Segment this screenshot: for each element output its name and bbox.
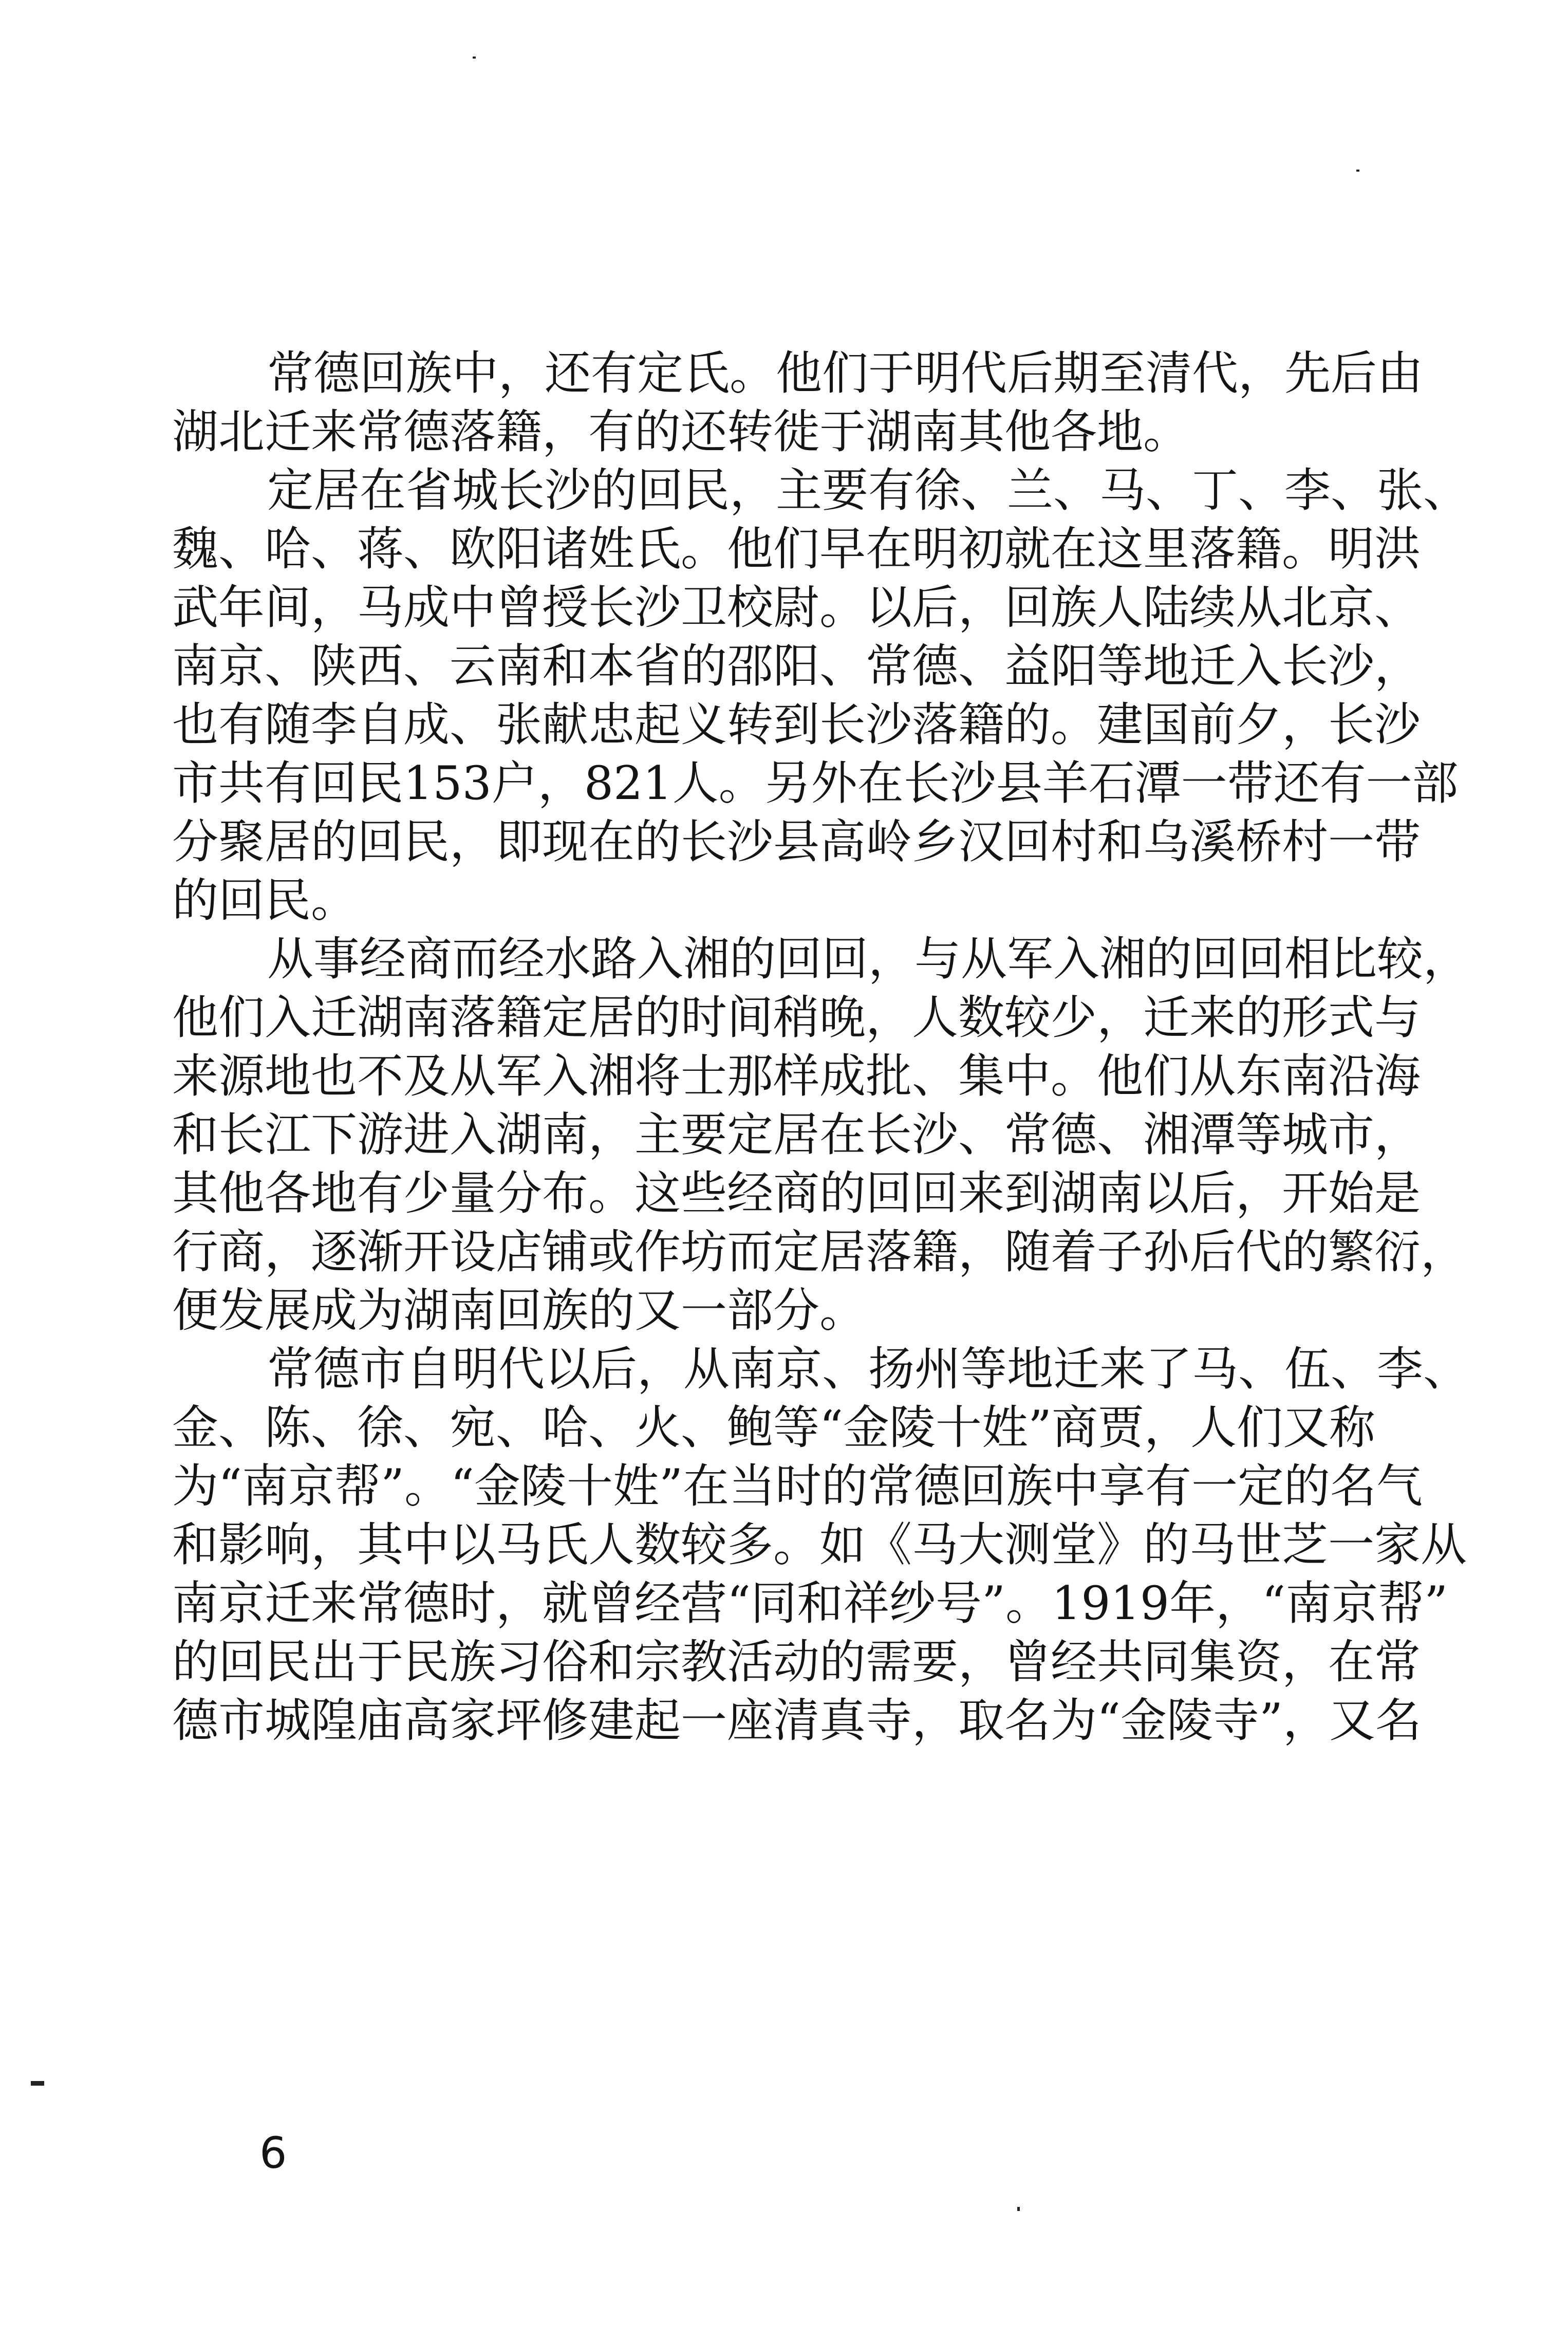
- scan-speck: [1017, 2207, 1020, 2211]
- text-line: 和长江下游进入湖南，主要定居在长沙、常德、湘潭等城市，: [172, 1108, 1421, 1162]
- text-line: 南京、陕西、云南和本省的邵阳、常德、益阳等地迁入长沙，: [172, 639, 1421, 693]
- text-line: 市共有回民153户，821人。另外在长沙县羊石潭一带还有一部: [172, 756, 1459, 810]
- text-line: 为“南京帮”。“金陵十姓”在当时的常德回族中享有一定的名气: [172, 1459, 1423, 1513]
- text-line: 也有随李自成、张献忠起义转到长沙落籍的。建国前夕，长沙: [172, 698, 1421, 752]
- text-line: 来源地也不及从军入湘将士那样成批、集中。他们从东南沿海: [172, 1049, 1421, 1103]
- scan-speck: [31, 2081, 44, 2086]
- text-line: 南京迁来常德时，就曾经营“同和祥纱号”。1919年，“南京帮”: [172, 1576, 1448, 1630]
- text-line: 常德市自明代以后，从南京、扬州等地迁来了马、伍、李、: [267, 1342, 1469, 1396]
- text-line: 金、陈、徐、宛、哈、火、鲍等“金陵十姓”商贾，人们又称: [172, 1401, 1376, 1455]
- text-line: 的回民出于民族习俗和宗教活动的需要，曾经共同集资，在常: [172, 1635, 1421, 1689]
- text-line: 武年间，马成中曾授长沙卫校尉。以后，回族人陆续从北京、: [172, 581, 1421, 635]
- text-line: 定居在省城长沙的回民，主要有徐、兰、马、丁、李、张、: [267, 463, 1469, 517]
- text-line: 魏、哈、蒋、欧阳诸姓氏。他们早在明初就在这里落籍。明洪: [172, 522, 1421, 576]
- text-line: 的回民。: [172, 874, 357, 927]
- page-number: 6: [259, 2128, 287, 2178]
- scan-speck: [1356, 170, 1359, 172]
- body-text: [172, 344, 1469, 1750]
- text-line: 从事经商而经水路入湘的回回，与从军入湘的回回相比较，: [267, 932, 1469, 986]
- text-line: 分聚居的回民，即现在的长沙县高岭乡汉回村和乌溪桥村一带: [172, 815, 1421, 869]
- text-line: 湖北迁来常德落籍，有的还转徙于湖南其他各地。: [172, 405, 1189, 459]
- text-line: 德市城隍庙高家坪修建起一座清真寺，取名为“金陵寺”，又名: [172, 1694, 1422, 1748]
- text-line: 和影响，其中以马氏人数较多。如《马大测堂》的马世芝一家从: [172, 1518, 1467, 1572]
- scan-speck: [473, 57, 476, 59]
- text-line: 其他各地有少量分布。这些经商的回回来到湖南以后，开始是: [172, 1166, 1421, 1220]
- text-line: 常德回族中，还有定氏。他们于明代后期至清代，先后由: [267, 346, 1423, 400]
- text-line: 他们入迁湖南落籍定居的时间稍晚，人数较少，迁来的形式与: [172, 991, 1421, 1045]
- text-line: 便发展成为湖南回族的又一部分。: [172, 1284, 866, 1338]
- text-line: 行商，逐渐开设店铺或作坊而定居落籍，随着子孙后代的繁衍，: [172, 1225, 1467, 1279]
